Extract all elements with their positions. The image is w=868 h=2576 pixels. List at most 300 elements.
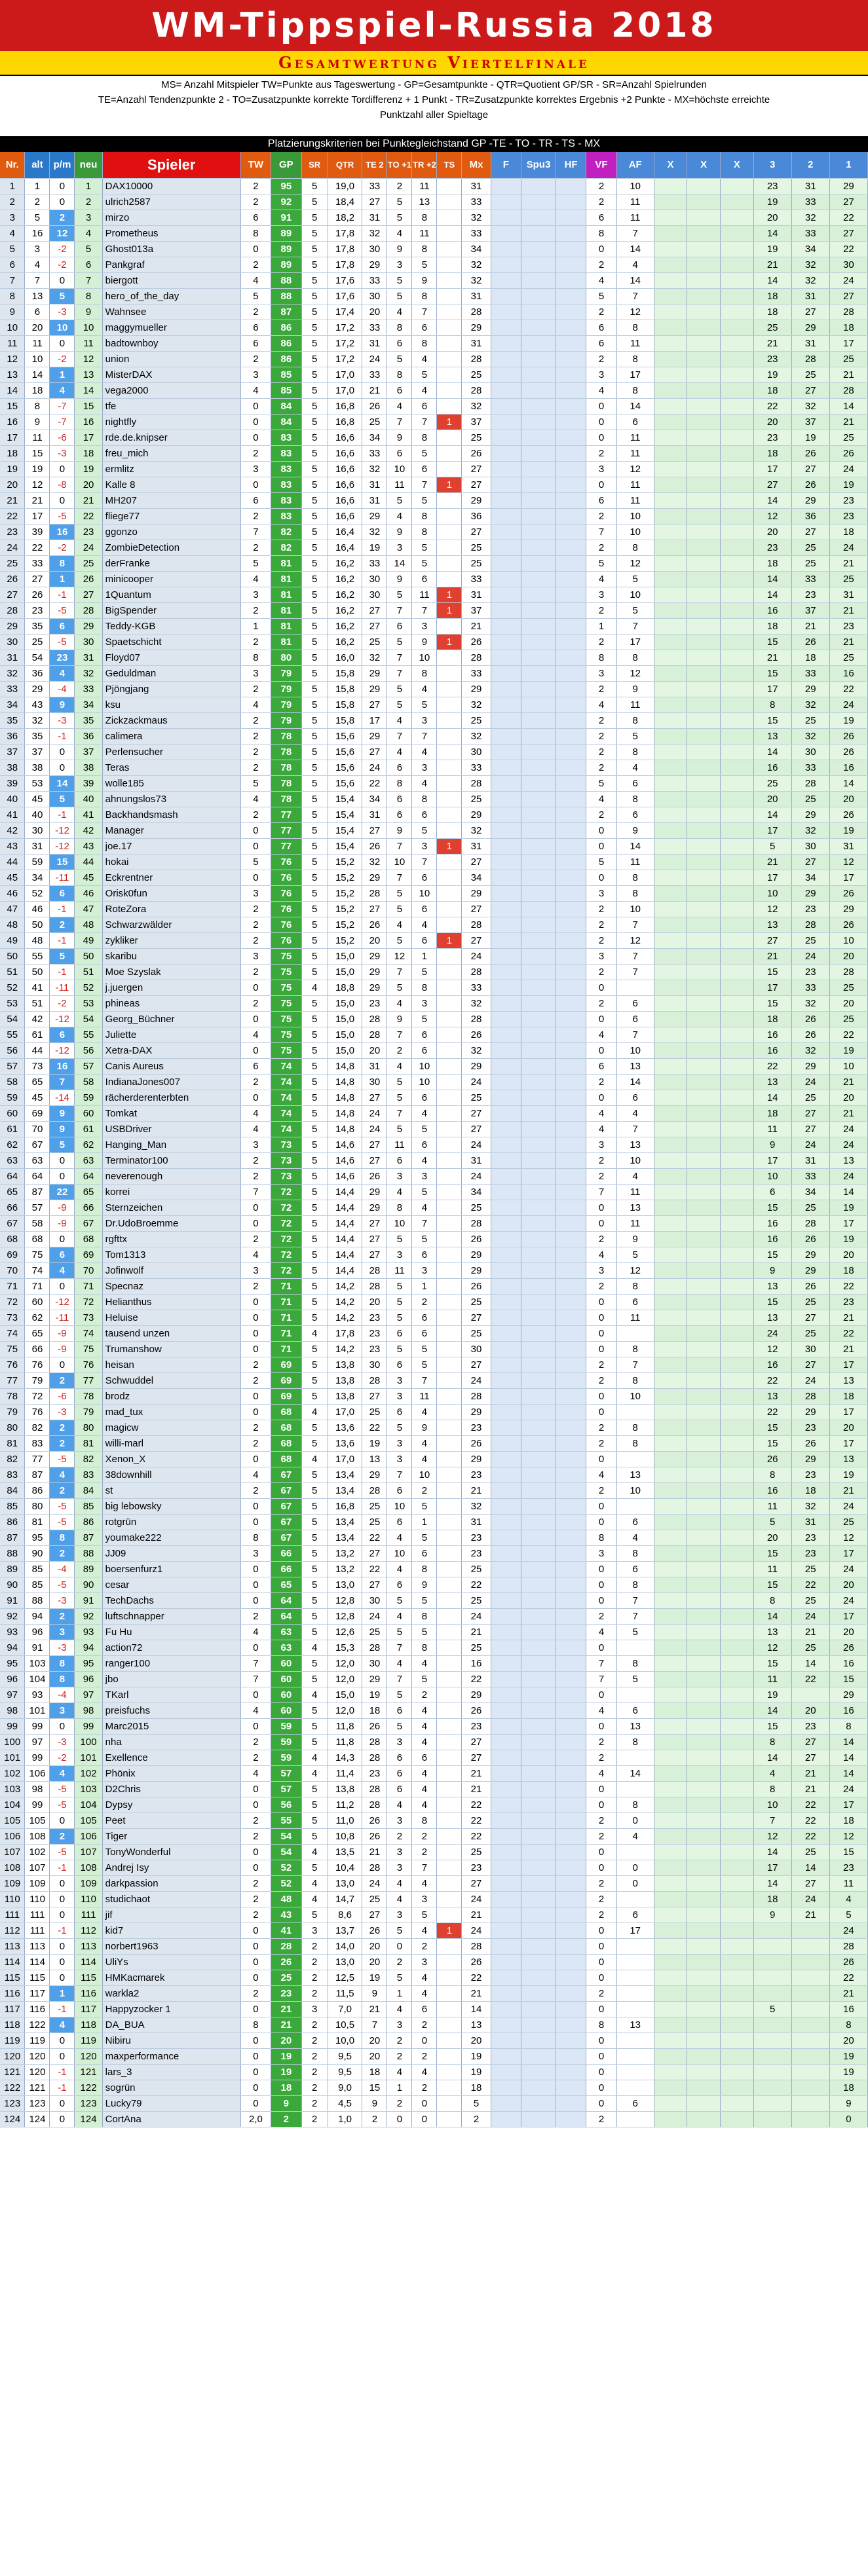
cell-tendency: 22 <box>362 775 387 791</box>
cell-total-points: 75 <box>271 948 301 964</box>
cell-round2: 32 <box>791 1498 829 1514</box>
cell-round2: 32 <box>791 1042 829 1058</box>
cell-x2 <box>687 1828 721 1844</box>
cell-round3: 11 <box>753 1498 791 1514</box>
cell-result: 6 <box>412 1247 437 1262</box>
cell-new-rank: 6 <box>75 257 102 272</box>
cell-ts <box>437 1152 462 1168</box>
cell-goal-diff: 3 <box>387 257 412 272</box>
cell-rank: 84 <box>0 1482 25 1498</box>
cell-total-points: 72 <box>271 1231 301 1247</box>
cell-rank-change: -11 <box>50 870 75 885</box>
cell-round1: 25 <box>829 571 867 587</box>
cell-quotient: 11,8 <box>328 1734 362 1750</box>
cell-ts <box>437 870 462 885</box>
cell-round2: 34 <box>791 870 829 885</box>
cell-rank: 1 <box>0 178 25 194</box>
cell-rank: 5 <box>0 241 25 257</box>
cell-spu3 <box>521 1702 556 1718</box>
cell-total-points: 75 <box>271 980 301 995</box>
cell-goal-diff: 12 <box>387 948 412 964</box>
cell-old-rank: 12 <box>25 477 50 492</box>
cell-spu3 <box>521 1860 556 1875</box>
cell-quarter: 5 <box>586 555 616 571</box>
cell-quotient: 16,4 <box>328 524 362 540</box>
col-header-tw: TW <box>240 152 271 178</box>
cell-round2: 24 <box>791 1137 829 1152</box>
cell-tendency: 28 <box>362 1797 387 1812</box>
cell-max: 24 <box>462 1168 491 1184</box>
cell-x2 <box>687 1294 721 1310</box>
cell-day-points: 3 <box>240 461 271 477</box>
cell-rounds: 5 <box>301 901 328 917</box>
table-row <box>0 1184 868 1200</box>
cell-spu3 <box>521 1577 556 1592</box>
cell-tendency: 24 <box>362 760 387 775</box>
table-row <box>0 382 868 398</box>
cell-x1 <box>654 430 687 445</box>
cell-max: 22 <box>462 1828 491 1844</box>
cell-total-points: 81 <box>271 634 301 650</box>
cell-total-points: 2 <box>271 2111 301 2127</box>
cell-total-points: 60 <box>271 1655 301 1671</box>
cell-round3: 13 <box>753 1278 791 1294</box>
cell-final <box>491 1655 521 1671</box>
cell-total-points: 66 <box>271 1561 301 1577</box>
cell-final <box>491 540 521 555</box>
cell-quotient: 14,4 <box>328 1231 362 1247</box>
cell-round1: 13 <box>829 1152 867 1168</box>
cell-day-points: 0 <box>240 1844 271 1860</box>
cell-spu3 <box>521 430 556 445</box>
col-header-qtr: QTR <box>328 152 362 178</box>
cell-total-points: 83 <box>271 508 301 524</box>
cell-rank-change: 5 <box>50 791 75 807</box>
cell-ts <box>437 1231 462 1247</box>
cell-day-points: 3 <box>240 948 271 964</box>
cell-final <box>491 2111 521 2127</box>
cell-round2: 25 <box>791 1844 829 1860</box>
cell-semi <box>556 1341 586 1357</box>
cell-tendency: 29 <box>362 257 387 272</box>
cell-total-points: 83 <box>271 445 301 461</box>
cell-round2 <box>791 1954 829 1970</box>
cell-round2: 25 <box>791 932 829 948</box>
cell-x3 <box>721 791 754 807</box>
cell-goal-diff: 9 <box>387 430 412 445</box>
cell-spu3 <box>521 1435 556 1451</box>
cell-tendency: 31 <box>362 807 387 822</box>
cell-final <box>491 1451 521 1467</box>
cell-x2 <box>687 194 721 210</box>
cell-final <box>491 414 521 430</box>
cell-rank-change: -5 <box>50 1797 75 1812</box>
cell-rank-change: 22 <box>50 1184 75 1200</box>
col-header-2: 2 <box>791 152 829 178</box>
cell-round3 <box>753 2111 791 2127</box>
cell-max: 23 <box>462 1530 491 1545</box>
cell-quarter: 2 <box>586 540 616 555</box>
cell-x1 <box>654 1420 687 1435</box>
cell-round16 <box>616 2111 654 2127</box>
cell-rank-change: 2 <box>50 1828 75 1844</box>
cell-x3 <box>721 948 754 964</box>
cell-rounds: 5 <box>301 665 328 681</box>
cell-rounds: 5 <box>301 602 328 618</box>
cell-player-name: IndianaJones007 <box>102 1074 240 1090</box>
cell-x3 <box>721 1923 754 1938</box>
cell-quarter: 2 <box>586 1420 616 1435</box>
cell-rank-change: -12 <box>50 822 75 838</box>
table-row <box>0 1797 868 1812</box>
cell-round1: 27 <box>829 194 867 210</box>
cell-goal-diff: 1 <box>387 2080 412 2095</box>
cell-total-points: 87 <box>271 304 301 320</box>
cell-round2: 37 <box>791 602 829 618</box>
table-row <box>0 618 868 634</box>
cell-round1: 17 <box>829 1608 867 1624</box>
cell-x2 <box>687 1923 721 1938</box>
cell-semi <box>556 1875 586 1891</box>
cell-total-points: 65 <box>271 1577 301 1592</box>
cell-rounds: 5 <box>301 1498 328 1514</box>
cell-day-points: 6 <box>240 320 271 335</box>
cell-max: 32 <box>462 210 491 225</box>
cell-max: 29 <box>462 492 491 508</box>
cell-ts <box>437 492 462 508</box>
cell-spu3 <box>521 1420 556 1435</box>
cell-final <box>491 587 521 602</box>
cell-old-rank: 108 <box>25 1828 50 1844</box>
cell-semi <box>556 1467 586 1482</box>
cell-total-points: 28 <box>271 1938 301 1954</box>
cell-x3 <box>721 822 754 838</box>
cell-goal-diff: 3 <box>387 1451 412 1467</box>
cell-final <box>491 1624 521 1640</box>
cell-x2 <box>687 2001 721 2017</box>
cell-x1 <box>654 1985 687 2001</box>
cell-semi <box>556 1357 586 1372</box>
cell-rank: 90 <box>0 1577 25 1592</box>
cell-x2 <box>687 1561 721 1577</box>
cell-rounds: 5 <box>301 1027 328 1042</box>
cell-rank: 119 <box>0 2033 25 2048</box>
cell-tendency: 23 <box>362 1765 387 1781</box>
cell-player-name: maxperformance <box>102 2048 240 2064</box>
cell-tendency: 18 <box>362 1702 387 1718</box>
cell-final <box>491 634 521 650</box>
cell-round3: 19 <box>753 367 791 382</box>
cell-day-points: 0 <box>240 477 271 492</box>
cell-old-rank: 34 <box>25 870 50 885</box>
cell-tendency: 33 <box>362 272 387 288</box>
cell-round3: 8 <box>753 1592 791 1608</box>
cell-new-rank: 104 <box>75 1797 102 1812</box>
cell-tendency: 33 <box>362 367 387 382</box>
cell-rank-change: -12 <box>50 1011 75 1027</box>
cell-round2: 25 <box>791 540 829 555</box>
cell-new-rank: 119 <box>75 2033 102 2048</box>
table-row <box>0 2001 868 2017</box>
cell-x1 <box>654 1797 687 1812</box>
cell-x3 <box>721 445 754 461</box>
cell-ts <box>437 1781 462 1797</box>
table-row <box>0 901 868 917</box>
cell-rank-change: 0 <box>50 1278 75 1294</box>
cell-x2 <box>687 1640 721 1655</box>
cell-round1: 20 <box>829 1624 867 1640</box>
cell-rank-change: -3 <box>50 1734 75 1750</box>
cell-x2 <box>687 1278 721 1294</box>
cell-total-points: 68 <box>271 1420 301 1435</box>
cell-rounds: 5 <box>301 1357 328 1372</box>
cell-round1: 12 <box>829 854 867 870</box>
cell-x3 <box>721 1812 754 1828</box>
cell-total-points: 81 <box>271 571 301 587</box>
cell-result: 7 <box>412 304 437 320</box>
cell-result: 5 <box>412 1357 437 1372</box>
cell-quarter: 0 <box>586 1781 616 1797</box>
cell-x2 <box>687 492 721 508</box>
cell-x3 <box>721 1687 754 1702</box>
cell-result: 7 <box>412 1215 437 1231</box>
cell-quarter: 4 <box>586 272 616 288</box>
cell-result: 7 <box>412 1372 437 1388</box>
cell-max: 25 <box>462 712 491 728</box>
cell-tendency: 25 <box>362 1404 387 1420</box>
cell-tendency: 26 <box>362 1718 387 1734</box>
cell-new-rank: 112 <box>75 1923 102 1938</box>
table-row <box>0 1451 868 1467</box>
cell-quotient: 17,8 <box>328 241 362 257</box>
cell-player-name: Orisk0fun <box>102 885 240 901</box>
cell-quotient: 16,2 <box>328 618 362 634</box>
cell-semi <box>556 697 586 712</box>
cell-result: 6 <box>412 2001 437 2017</box>
cell-quarter: 2 <box>586 304 616 320</box>
cell-quotient: 11,8 <box>328 1718 362 1734</box>
cell-round2: 26 <box>791 1011 829 1027</box>
cell-round1: 18 <box>829 524 867 540</box>
cell-spu3 <box>521 288 556 304</box>
cell-x3 <box>721 367 754 382</box>
cell-max: 2 <box>462 2111 491 2127</box>
cell-tendency: 19 <box>362 540 387 555</box>
cell-ts <box>437 1388 462 1404</box>
cell-new-rank: 20 <box>75 477 102 492</box>
cell-semi <box>556 980 586 995</box>
cell-round16: 17 <box>616 367 654 382</box>
cell-semi <box>556 1577 586 1592</box>
cell-round1: 17 <box>829 870 867 885</box>
cell-quotient: 17,8 <box>328 257 362 272</box>
cell-max: 27 <box>462 901 491 917</box>
cell-x3 <box>721 1750 754 1765</box>
cell-semi <box>556 241 586 257</box>
cell-old-rank: 39 <box>25 524 50 540</box>
cell-rounds: 4 <box>301 1891 328 1907</box>
cell-round3: 18 <box>753 1105 791 1121</box>
cell-tendency: 26 <box>362 1828 387 1844</box>
cell-player-name: TonyWonderful <box>102 1844 240 1860</box>
cell-rank: 75 <box>0 1341 25 1357</box>
cell-round1: 31 <box>829 838 867 854</box>
cell-round2: 31 <box>791 288 829 304</box>
cell-final <box>491 775 521 791</box>
cell-x3 <box>721 2095 754 2111</box>
cell-new-rank: 2 <box>75 194 102 210</box>
cell-rank-change: 5 <box>50 288 75 304</box>
cell-round2: 33 <box>791 571 829 587</box>
cell-x1 <box>654 964 687 980</box>
cell-result: 6 <box>412 1090 437 1105</box>
cell-x3 <box>721 2017 754 2033</box>
cell-player-name: warkla2 <box>102 1985 240 2001</box>
cell-round2: 24 <box>791 1074 829 1090</box>
cell-round1: 27 <box>829 225 867 241</box>
cell-x1 <box>654 1891 687 1907</box>
cell-final <box>491 430 521 445</box>
cell-old-rank: 36 <box>25 665 50 681</box>
table-row <box>0 1702 868 1718</box>
table-row <box>0 2033 868 2048</box>
cell-round2: 36 <box>791 508 829 524</box>
cell-semi <box>556 1278 586 1294</box>
cell-day-points: 0 <box>240 1718 271 1734</box>
cell-x2 <box>687 1341 721 1357</box>
cell-semi <box>556 807 586 822</box>
cell-player-name: DA_BUA <box>102 2017 240 2033</box>
cell-round16: 11 <box>616 492 654 508</box>
cell-day-points: 7 <box>240 1184 271 1200</box>
cell-x1 <box>654 712 687 728</box>
cell-goal-diff: 9 <box>387 571 412 587</box>
cell-round2: 22 <box>791 1671 829 1687</box>
cell-rank: 51 <box>0 964 25 980</box>
cell-final <box>491 1734 521 1750</box>
cell-rounds: 5 <box>301 382 328 398</box>
cell-rank-change: 0 <box>50 492 75 508</box>
table-row <box>0 995 868 1011</box>
cell-x3 <box>721 885 754 901</box>
cell-rank: 94 <box>0 1640 25 1655</box>
cell-ts: 1 <box>437 587 462 602</box>
cell-total-points: 19 <box>271 2064 301 2080</box>
cell-goal-diff: 4 <box>387 712 412 728</box>
cell-player-name: 1Quantum <box>102 587 240 602</box>
table-row <box>0 1074 868 1090</box>
cell-x2 <box>687 1891 721 1907</box>
cell-quarter: 4 <box>586 1027 616 1042</box>
cell-x2 <box>687 681 721 697</box>
cell-quarter: 0 <box>586 1451 616 1467</box>
cell-round3: 14 <box>753 272 791 288</box>
cell-old-rank: 59 <box>25 854 50 870</box>
cell-x1 <box>654 1765 687 1781</box>
col-header-x3: X <box>721 152 754 178</box>
cell-ts <box>437 1954 462 1970</box>
cell-x3 <box>721 194 754 210</box>
cell-quotient: 14,0 <box>328 1938 362 1954</box>
cell-rank-change: 1 <box>50 367 75 382</box>
cell-tendency: 22 <box>362 1561 387 1577</box>
cell-rank: 73 <box>0 1310 25 1325</box>
cell-tendency: 31 <box>362 1058 387 1074</box>
cell-final <box>491 241 521 257</box>
cell-player-name: Wahnsee <box>102 304 240 320</box>
cell-day-points: 0 <box>240 1687 271 1702</box>
cell-quotient: 15,0 <box>328 1027 362 1042</box>
cell-round16: 0 <box>616 1812 654 1828</box>
cell-day-points: 2 <box>240 1608 271 1624</box>
cell-quarter: 2 <box>586 760 616 775</box>
cell-rounds: 5 <box>301 995 328 1011</box>
cell-player-name: Schwarzwälder <box>102 917 240 932</box>
cell-spu3 <box>521 1042 556 1058</box>
cell-round16 <box>616 1891 654 1907</box>
cell-goal-diff: 4 <box>387 1891 412 1907</box>
cell-goal-diff: 5 <box>387 492 412 508</box>
cell-x1 <box>654 1090 687 1105</box>
cell-new-rank: 78 <box>75 1388 102 1404</box>
cell-final <box>491 445 521 461</box>
cell-new-rank: 76 <box>75 1357 102 1372</box>
cell-rank-change: -3 <box>50 304 75 320</box>
cell-round3: 13 <box>753 1074 791 1090</box>
cell-round3 <box>753 2064 791 2080</box>
cell-round2: 26 <box>791 445 829 461</box>
cell-x3 <box>721 2111 754 2127</box>
cell-round3: 12 <box>753 1341 791 1357</box>
cell-goal-diff: 3 <box>387 1812 412 1828</box>
cell-goal-diff: 5 <box>387 1341 412 1357</box>
cell-spu3 <box>521 791 556 807</box>
cell-x1 <box>654 1970 687 1985</box>
cell-rank: 80 <box>0 1420 25 1435</box>
cell-old-rank: 114 <box>25 1954 50 1970</box>
table-row <box>0 1970 868 1985</box>
cell-semi <box>556 272 586 288</box>
cell-x1 <box>654 194 687 210</box>
cell-rank: 57 <box>0 1058 25 1074</box>
cell-final <box>491 1420 521 1435</box>
cell-x1 <box>654 1341 687 1357</box>
cell-x3 <box>721 697 754 712</box>
cell-ts <box>437 1608 462 1624</box>
cell-round1: 16 <box>829 1655 867 1671</box>
cell-tendency: 27 <box>362 1577 387 1592</box>
cell-rank-change: 2 <box>50 1545 75 1561</box>
cell-player-name: badtownboy <box>102 335 240 351</box>
cell-round3: 15 <box>753 1420 791 1435</box>
cell-quotient: 11,0 <box>328 1812 362 1828</box>
cell-x3 <box>721 2001 754 2017</box>
cell-x2 <box>687 1687 721 1702</box>
cell-player-name: ggonzo <box>102 524 240 540</box>
cell-spu3 <box>521 1985 556 2001</box>
cell-rank-change: -4 <box>50 681 75 697</box>
cell-x1 <box>654 2095 687 2111</box>
cell-quarter: 0 <box>586 1954 616 1970</box>
cell-round2: 24 <box>791 1891 829 1907</box>
cell-semi <box>556 964 586 980</box>
cell-x1 <box>654 665 687 681</box>
cell-result: 6 <box>412 1310 437 1325</box>
cell-old-rank: 119 <box>25 2033 50 2048</box>
cell-final <box>491 1105 521 1121</box>
cell-old-rank: 43 <box>25 697 50 712</box>
cell-day-points: 5 <box>240 288 271 304</box>
